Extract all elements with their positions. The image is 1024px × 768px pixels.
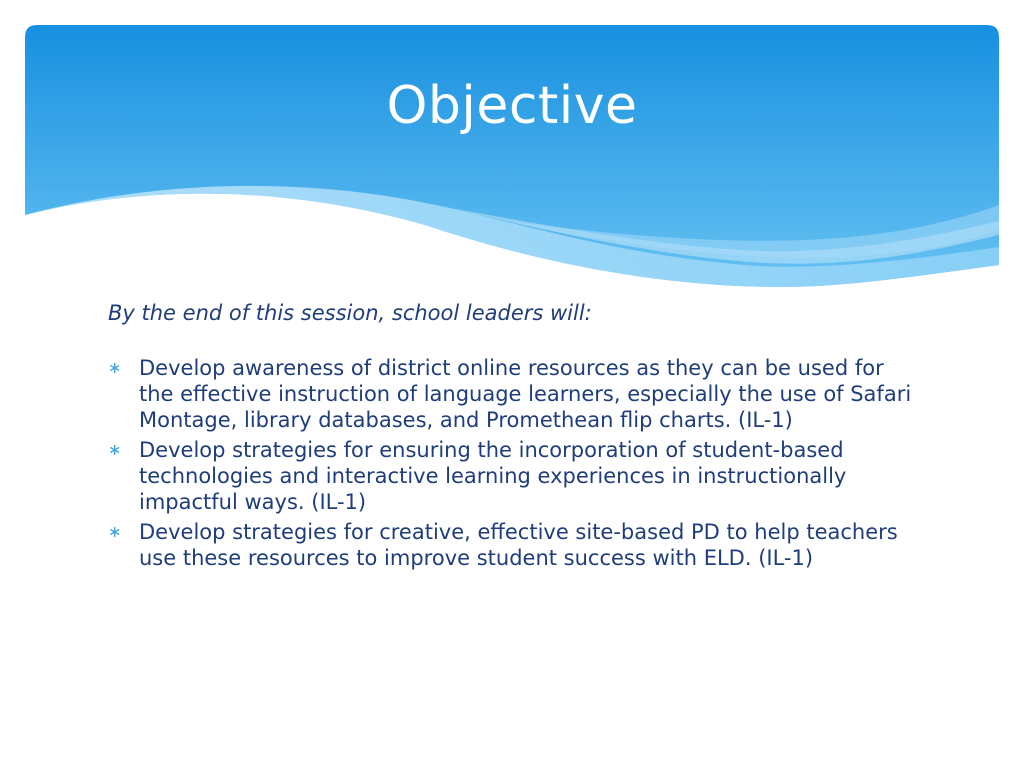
asterisk-bullet-icon: ∗ (108, 522, 122, 542)
header-wave-graphic (25, 25, 999, 290)
intro-text: By the end of this session, school leaders will: (108, 301, 592, 325)
header-banner (25, 25, 999, 290)
list-item (108, 519, 918, 571)
list-item-text: Develop strategies for ensuring the incorporation of student-based technologies and interactive learning experiences in instructionally impactful ways. (IL-1) (139, 438, 847, 515)
slide-body (108, 300, 918, 575)
objectives-list (108, 355, 918, 571)
list-item-text: Develop strategies for creative, effective site-based PD to help teachers use these resources to improve student success with ELD. (IL-1) (139, 520, 898, 571)
slide-title: Objective (386, 76, 638, 136)
asterisk-bullet-icon: ∗ (108, 358, 122, 378)
list-item-text: Develop awareness of district online resources as they can be used for the effective instruction of language learners, especially the use of Safari Montage, library databases, and Promethean flip charts. (IL-1) (139, 356, 912, 433)
list-item (108, 437, 918, 515)
list-item (108, 355, 918, 433)
asterisk-bullet-icon: ∗ (108, 440, 122, 460)
